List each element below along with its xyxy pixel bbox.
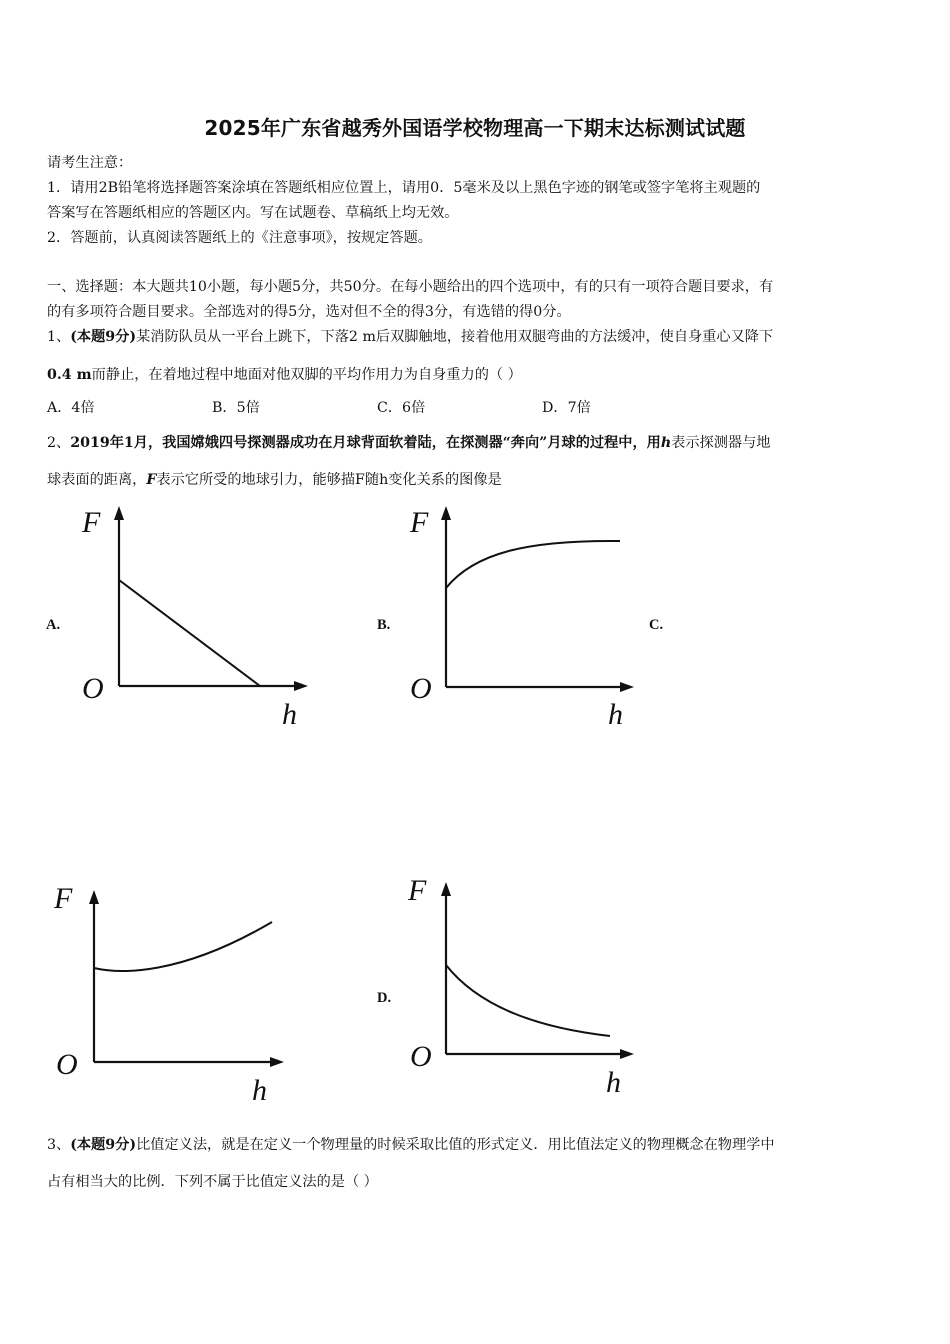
graph-c-x-arrow-icon [270, 1057, 284, 1067]
question-3-line-2: 占有相当大的比例．下列不属于比值定义法的是（ ） [47, 1174, 378, 1190]
graph-b-y-arrow-icon [441, 506, 451, 520]
graph-d-x-arrow-icon [620, 1049, 634, 1059]
question-2-line-1 [47, 433, 771, 453]
graph-a [70, 500, 320, 740]
notice-line-2: 答案写在答题纸相应的答题区内。写在试题卷、草稿纸上均无效。 [47, 205, 459, 221]
question-1-option-b: B．5倍 [212, 400, 260, 416]
graph-label-d: D. [377, 990, 392, 1006]
question-1-text-2: 而静止，在着地过程中地面对他双脚的平均作用力为自身重力的（ ） [91, 367, 522, 383]
graph-b-x-arrow-icon [620, 682, 634, 692]
graph-d-origin-label: O [410, 1040, 432, 1073]
page-title: 2025年广东省越秀外国语学校物理高一下期末达标测试试题 [204, 116, 746, 140]
graph-b-axis-y-label: F [410, 506, 429, 539]
graph-d-axis-y-label: F [408, 874, 427, 907]
question-2-number: 2、 [47, 435, 71, 451]
question-1-line-1 [47, 327, 773, 347]
question-3-number: 3、 [47, 1137, 71, 1153]
question-1-option-d: D．7倍 [542, 400, 591, 416]
question-2-text-2b: 表示它所受的地球引力，能够描F随h变化关系的图像是 [156, 472, 502, 488]
question-1-option-c: C．6倍 [377, 400, 426, 416]
graph-label-c: C. [649, 617, 664, 633]
graph-a-y-arrow-icon [114, 506, 124, 520]
question-1-distance: 0.4 m [47, 367, 92, 383]
section-intro-line-2: 的有多项符合题目要求。全部选对的得5分，选对但不全的得3分，有选错的得0分。 [47, 304, 571, 320]
graph-a-axis-x-label: h [282, 698, 297, 731]
question-2-var-F: F [146, 472, 157, 488]
graph-d-curve [446, 965, 610, 1036]
question-1-option-a: A．4倍 [47, 400, 95, 416]
question-2-text-2a: 球表面的距离， [47, 472, 147, 488]
graph-a-curve [119, 580, 260, 686]
question-3-text-1: 比值定义法，就是在定义一个物理量的时候采取比值的形式定义．用比值法定义的物理概念在物理学中 [136, 1137, 775, 1153]
question-1-text-1: 某消防队员从一平台上跳下，下落2 m后双脚触地，接着他用双腿弯曲的方法缓冲，使自身重心又降下 [136, 329, 774, 345]
notice-line-3: 2．答题前，认真阅读答题纸上的《注意事项》，按规定答题。 [47, 230, 432, 246]
graph-b-axis-x-label: h [608, 698, 623, 731]
notice-line-1: 1．请用2B铅笔将选择题答案涂填在答题纸相应位置上，请用0．5毫米及以上黑色字迹的钢笔或签字笔将主观题的 [47, 180, 761, 196]
graph-c-curve [94, 922, 272, 971]
graph-a-axis-y-label: F [82, 506, 101, 539]
graph-d [400, 868, 650, 1108]
question-3-line-1 [47, 1135, 775, 1155]
graph-a-origin-label: O [82, 672, 104, 705]
question-2-line-2 [47, 470, 502, 490]
question-2-var-h: h [660, 435, 672, 451]
graph-b-origin-label: O [410, 672, 432, 705]
graph-label-b: B. [377, 617, 391, 633]
graph-a-x-arrow-icon [294, 681, 308, 691]
graph-d-axis-x-label: h [606, 1066, 621, 1099]
graph-c-axis-x-label: h [252, 1074, 267, 1107]
question-1-score: (本题9分) [70, 329, 137, 345]
graph-b-curve [446, 541, 620, 588]
graph-d-y-arrow-icon [441, 882, 451, 896]
question-1-number: 1、 [47, 329, 71, 345]
notice-heading: 请考生注意： [47, 155, 133, 171]
question-1-line-2 [47, 365, 522, 385]
question-3-score: (本题9分) [70, 1137, 137, 1153]
graph-label-a: A. [46, 617, 61, 633]
graph-c-axis-y-label: F [54, 882, 73, 915]
graph-c-origin-label: O [56, 1048, 78, 1081]
graph-b [400, 500, 650, 740]
graph-c-y-arrow-icon [89, 890, 99, 904]
section-intro-line-1: 一、选择题：本大题共10小题，每小题5分，共50分。在每小题给出的四个选项中，有的只有一项符合题目要求，有 [47, 279, 774, 295]
graph-c [50, 876, 300, 1116]
question-2-text-1a: 2019年1月，我国嫦娥四号探测器成功在月球背面软着陆，在探测器“奔向”月球的过程中，用 [70, 435, 661, 451]
question-2-text-1b: 表示探测器与地 [671, 435, 771, 451]
